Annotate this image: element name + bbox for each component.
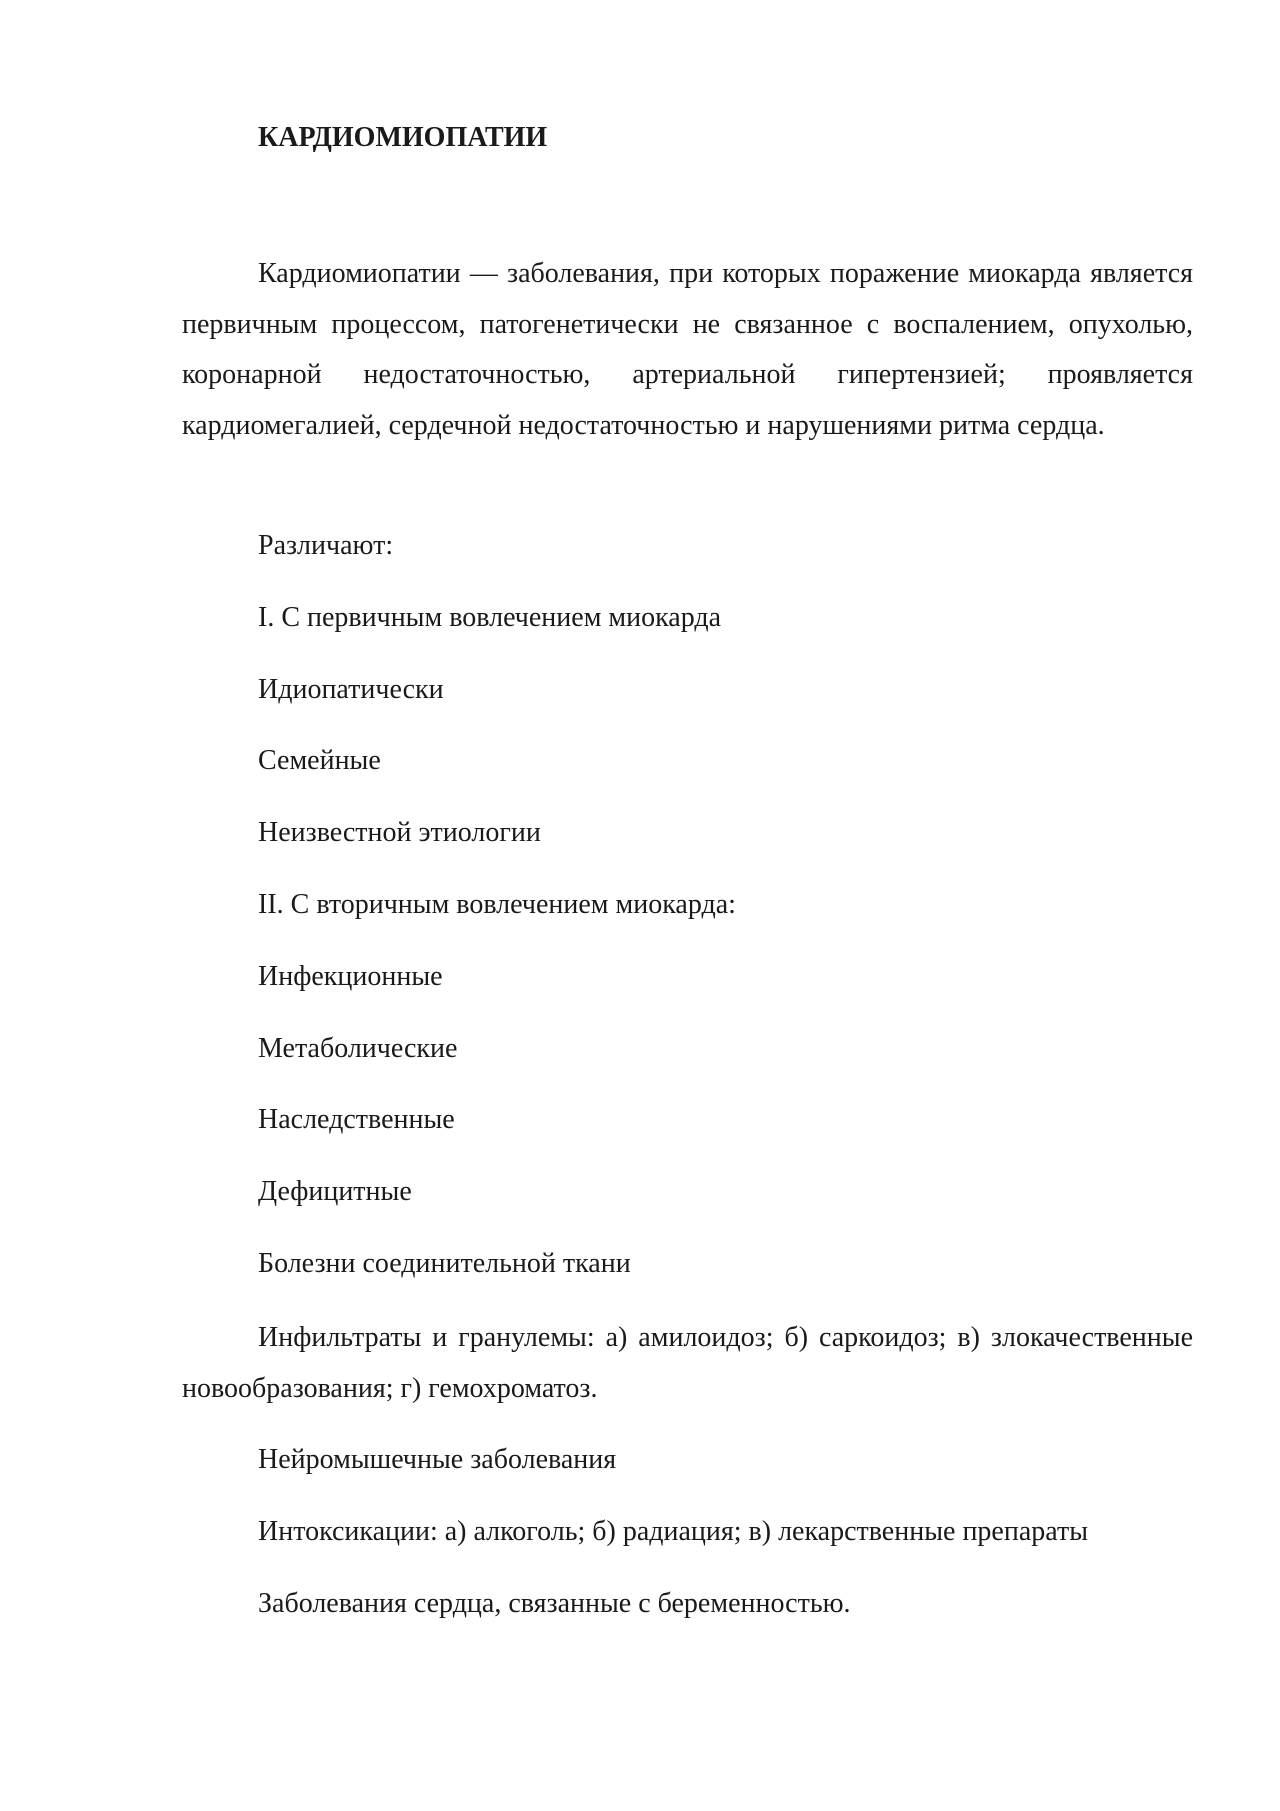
infiltrates-paragraph: Инфильтраты и гранулемы: а) амилоидоз; б) саркоидоз; в) злокачественные новообразования; г) гемохроматоз. (182, 1322, 1193, 1404)
section-2-item: Болезни соединительной ткани (258, 1248, 631, 1279)
tail-item: Интоксикации: а) алкоголь; б) радиация; в) лекарственные препараты (258, 1516, 1089, 1547)
tail-item: Заболевания сердца, связанные с беременностью. (258, 1588, 851, 1619)
section-2-item: Инфекционные (258, 961, 443, 992)
section-1-item: Идиопатически (258, 674, 444, 705)
section-1-item: Семейные (258, 745, 381, 776)
section-1-item: Неизвестной этиологии (258, 817, 541, 848)
document-title: КАРДИОМИОПАТИИ (258, 122, 548, 153)
section-2-heading: II. С вторичным вовлечением миокарда: (258, 889, 736, 920)
section-2-item: Наследственные (258, 1104, 455, 1135)
section-2-item: Метаболические (258, 1033, 458, 1064)
intro-paragraph: Кардиомиопатии — заболевания, при которых поражение миокарда является первичным процессом, патогенетически не связанное с воспалением, опухолью, коронарной недостаточностью, артериальной гипертензией; проявляется кардиомегалией, сердечной недостаточностью и нарушениями ритма сердца. (182, 258, 1193, 441)
section-2-item: Дефицитные (258, 1176, 412, 1207)
tail-item: Нейромышечные заболевания (258, 1444, 617, 1475)
distinguish-label: Различают: (258, 530, 394, 561)
section-1-heading: I. С первичным вовлечением миокарда (258, 602, 722, 633)
